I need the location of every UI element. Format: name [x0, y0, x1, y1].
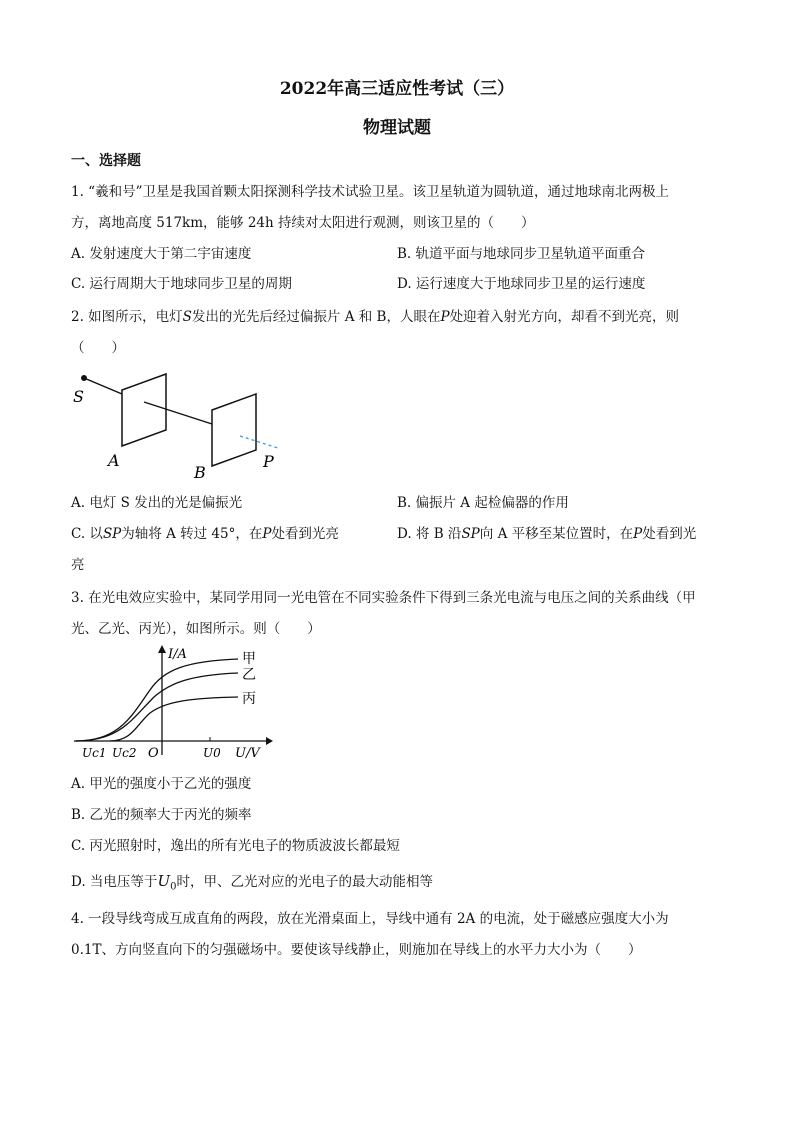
q2-option-b: B. 偏振片 A 起检偏器的作用: [397, 495, 569, 511]
q2-stem-line1: 2. 如图所示，电灯S发出的光先后经过偏振片 A 和 B，人眼在P处迎着入射光方向，却看不到光亮，则: [71, 309, 680, 325]
q3-option-d: D. 当电压等于$U_0$时，甲、乙光对应的光电子的最大动能相等: [71, 872, 433, 893]
photoelectric-graph: [70, 645, 270, 765]
q4-stem-line1: 4. 一段导线弯成互成直角的两段，放在光滑桌面上，导线中通有 2A 的电流，处于磁感应强度大小为: [71, 911, 669, 927]
y-axis-label: I/A: [168, 647, 187, 662]
u0-label: U0: [203, 746, 221, 760]
q4-stem-line2: 0.1T、方向竖直向下的匀强磁场中。要使该导线静止，则施加在导线上的水平力大小为（ ）: [71, 942, 642, 958]
curve-jia: [76, 659, 238, 741]
q1-option-a: A. 发射速度大于第二宇宙速度: [71, 246, 252, 262]
label-b: B: [194, 463, 206, 482]
q3-stem-line1: 3. 在光电效应实验中，某同学用同一光电管在不同实验条件下得到三条光电流与电压之间的关系曲线（甲: [71, 590, 696, 606]
x-axis-arrow: [266, 737, 273, 745]
q1-option-c: C. 运行周期大于地球同步卫星的周期: [71, 276, 292, 292]
label-a: A: [108, 451, 120, 470]
curve-label-jia: 甲: [242, 651, 256, 667]
beam-b-to-p: [240, 436, 278, 448]
uc2-label: Uc2: [112, 746, 137, 760]
curve-yi: [76, 673, 238, 741]
x-axis-label: U/V: [235, 746, 260, 761]
page-title: 2022年高三适应性考试（三）: [279, 79, 515, 99]
q2-option-c: C. 以SP为轴将 A 转过 45°，在P处看到光亮: [71, 526, 339, 542]
q2-option-d-continued: 亮: [71, 557, 85, 573]
uc1-label: Uc1: [82, 746, 107, 760]
q3-option-c: C. 丙光照射时，逸出的所有光电子的物质波波长都最短: [71, 838, 400, 854]
page-subtitle: 物理试题: [363, 118, 431, 138]
beam-a-to-b: [144, 402, 212, 424]
q3-stem-line2: 光、乙光、丙光），如图所示。则（ ）: [71, 621, 321, 637]
q2-option-a: A. 电灯 S 发出的光是偏振光: [71, 495, 243, 511]
q3-option-a: A. 甲光的强度小于乙光的强度: [71, 776, 252, 792]
q1-option-d: D. 运行速度大于地球同步卫星的运行速度: [397, 276, 646, 292]
origin-label: O: [148, 746, 159, 761]
q1-stem-line1: 1. “羲和号”卫星是我国首颗太阳探测科学技术试验卫星。该卫星轨道为圆轨道，通过地球南北两极上: [71, 184, 669, 200]
y-axis-arrow: [158, 645, 166, 653]
polarizer-figure: [70, 370, 290, 482]
q2-stem-line2: （ ）: [71, 340, 125, 356]
label-s: S: [73, 387, 84, 406]
section-heading: 一、选择题: [71, 153, 141, 169]
q3-option-b: B. 乙光的频率大于丙光的频率: [71, 807, 252, 823]
polarizer-b: [212, 394, 256, 466]
q2-option-d: D. 将 B 沿SP向 A 平移至某位置时，在P处看到光: [397, 526, 697, 542]
incident-ray-1: [84, 378, 122, 394]
q1-option-b: B. 轨道平面与地球同步卫星轨道平面重合: [397, 246, 646, 262]
q1-stem-line2: 方，离地高度 517km，能够 24h 持续对太阳进行观测，则该卫星的（ ）: [71, 215, 535, 231]
polarizer-a: [122, 374, 166, 446]
curve-label-yi: 乙: [242, 667, 256, 683]
curve-label-bing: 丙: [242, 691, 256, 707]
label-p: P: [263, 452, 274, 471]
